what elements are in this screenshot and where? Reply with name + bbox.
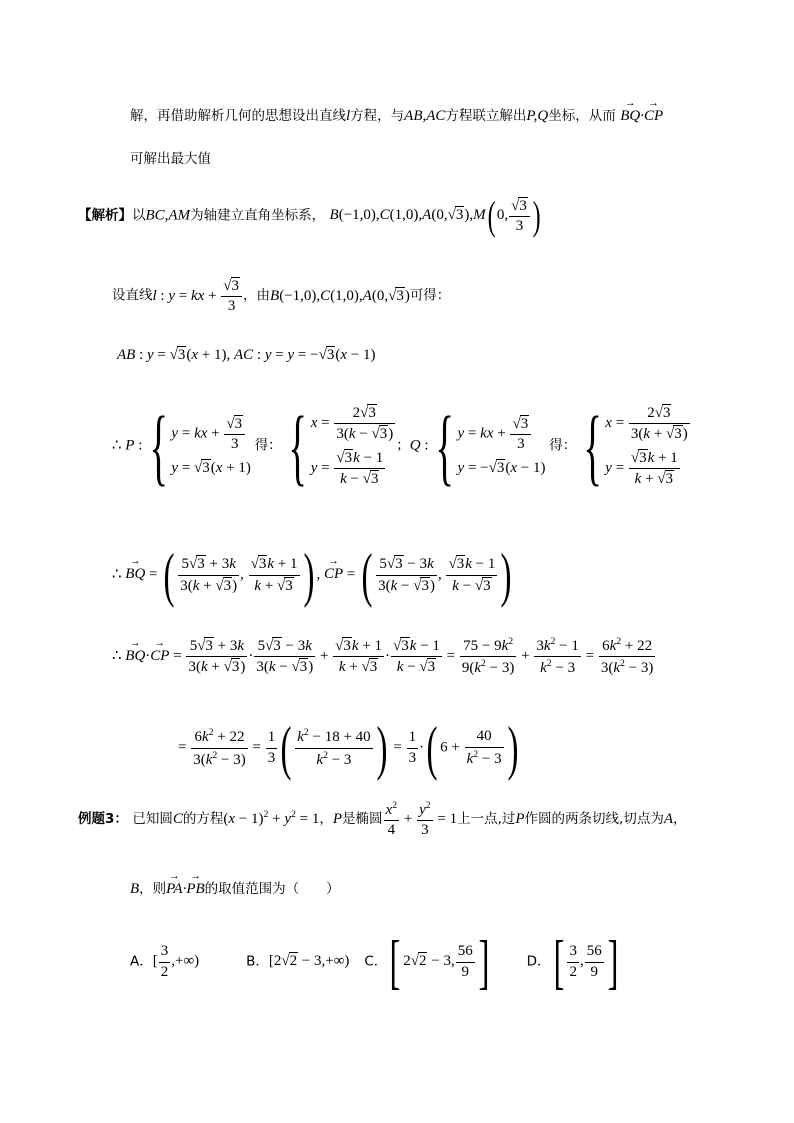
setup-text: 以 [132, 207, 146, 224]
stem-6: 作圆的两条切线,切点为 [524, 811, 664, 828]
intro-text-2: 方程，与 [350, 108, 405, 124]
example-stem: 例题3： 已知圆C的方程$(x - 1)^2 + y^2 = 1$，P是椭圆 $\frac{x^2}{4}$ + $\frac{y^2}{3}$ = 1上一点,过P作圆的两条切线,切点为A， [78, 800, 687, 839]
line-text-2: ，由 [243, 287, 271, 304]
q-system: { y = kx + $\frac{√3}{3}$ y = −√3(x − 1) [435, 398, 546, 494]
bq-cp-vectors: ∴ → BQ = ( $\frac{5√3 + 3k}{3(k + √3)}$ , $\frac{√3k + 1}{k + √3}$ ) , → CP = ( $\frac{5√3 - 3k}{3(k - √3)}$ , $\frac{√3k - 1}{k - √3}$ ) [112, 545, 514, 605]
solution-label: 【解析】 [78, 207, 132, 224]
therefore-1: ∴ [112, 437, 122, 454]
setup-mid: 为轴建立直角坐标系， [190, 207, 326, 224]
get-1: 得： [254, 437, 282, 454]
stem-2: 的方程 [182, 811, 224, 828]
line-points: B(−1,0),C(1,0),A(0,√3) [270, 287, 410, 304]
therefore-2: ∴ [112, 566, 122, 583]
setup-points: B(−1,0),C(1,0),A(0,√3),M( 0, $\frac{√3}{3}$ ) [329, 193, 541, 238]
stem-4: 是椭圆 [342, 811, 383, 828]
intro-ab-ac: AB,AC [404, 108, 446, 124]
intro-text-4: 坐标，从而 [548, 108, 616, 124]
line-text-1: 设直线 [112, 287, 153, 304]
option-b[interactable]: B．[2√2 − 3,+∞) [246, 953, 350, 970]
semicolon: ； [396, 437, 410, 454]
intro-l: l [346, 108, 351, 124]
dot-product-line-2: = $\frac{6k^2 + 22}{3(k^2 - 3)}$ = $\frac{1}{3}$ ( $\frac{k^2 - 18 + 40}{k^2 - 3}$ ) = $\frac{1}{3}$ ·( 6 + $\frac{40}{k^2 - 3}$ ) [178, 715, 519, 781]
intro-pq: P,Q [526, 108, 549, 124]
example-stem-2: B，则→ PA·→ PB的取值范围为（ ） [130, 877, 340, 898]
p-solution: { x = $\frac{2√3}{3(k - √3)}$ y = $\frac{√3k - 1}{k - √3}$ [288, 398, 394, 494]
intro-text-3: 方程联立解出 [445, 108, 527, 124]
p-system: { y = kx + $\frac{√3}{3}$ y = √3(x + 1) [149, 398, 251, 494]
stem-1: 已知圆 [132, 811, 173, 828]
intro-line-2: 可解出最大值 [130, 151, 211, 167]
line-text-3: 可得： [409, 287, 451, 304]
option-a-label: A． [130, 953, 153, 970]
stem-8: ，则 [139, 881, 167, 897]
q-solution: { x = $\frac{2√3}{3(k + √3)}$ y = $\frac{√3k + 1}{k + √3}$ [583, 398, 688, 494]
stem-3: ， [319, 811, 333, 828]
option-a[interactable]: A．[ $\frac{3}{2}$ ,+∞) [130, 943, 200, 980]
ab-ac-equations: AB : y = √3(x + 1), AC : y = y = −√3(x − 1) [117, 347, 376, 363]
get-2: 得： [549, 437, 577, 454]
intro-text-1: 解，再借助解析几何的思想设出直线 [130, 108, 346, 124]
option-d[interactable]: D．[ $\frac{3}{2}$ , $\frac{56}{9}$ ] [526, 929, 619, 995]
pq-systems: ∴ P : { y = kx + $\frac{√3}{3}$ y = √3(x + 1) 得： { x = $\frac{2√3}{3(k - √3)}$ y = $\frac{√3k - 1}{k - √3}$ ；Q : { y = kx + $\frac{√3}{3}$ y = −√3(x − 1) 得： { x = $\frac{2√3}{3(k + √3)}$ y = $\frac{√3k + 1}{k + √3}$ [112, 403, 691, 489]
setup-axes: BC,AM [145, 207, 191, 224]
therefore-3: ∴ [112, 648, 122, 665]
vector-bq-cp: → BQ·→ CP [620, 108, 663, 124]
option-b-label: B． [246, 953, 269, 970]
option-c[interactable]: C．[ 2√2 − 3, $\frac{56}{9}$ ] [364, 929, 490, 995]
option-c-label: C． [364, 953, 388, 970]
stem-7: ， [673, 811, 687, 828]
line-l-setup [112, 277, 450, 316]
example-label: 例题3： [78, 811, 128, 828]
intro-line-1 [130, 104, 663, 125]
options-row [130, 929, 621, 995]
stem-5: 上一点,过 [457, 811, 516, 828]
option-d-label: D． [526, 953, 551, 970]
solution-setup [78, 193, 542, 238]
stem-9: 的取值范围为（ ） [204, 881, 340, 897]
dot-product-line-1: ∴ → BQ·→ CP = $\frac{5√3 + 3k}{3(k + √3)}$ · $\frac{5√3 - 3k}{3(k - √3)}$ + $\frac{√3k + 1}{k + √3}$ · $\frac{√3k - 1}{k - √3}$ = $\frac{75 - 9k^2}{9(k^2 - 3)}$ + $\frac{3k^2 - 1}{k^2 - 3}$ = $\frac{6k^2 + 22}{3(k^2 - 3)}$ [112, 636, 656, 678]
line-l-eq: l : y = kx + $\frac{√3}{3}$ [153, 288, 244, 304]
